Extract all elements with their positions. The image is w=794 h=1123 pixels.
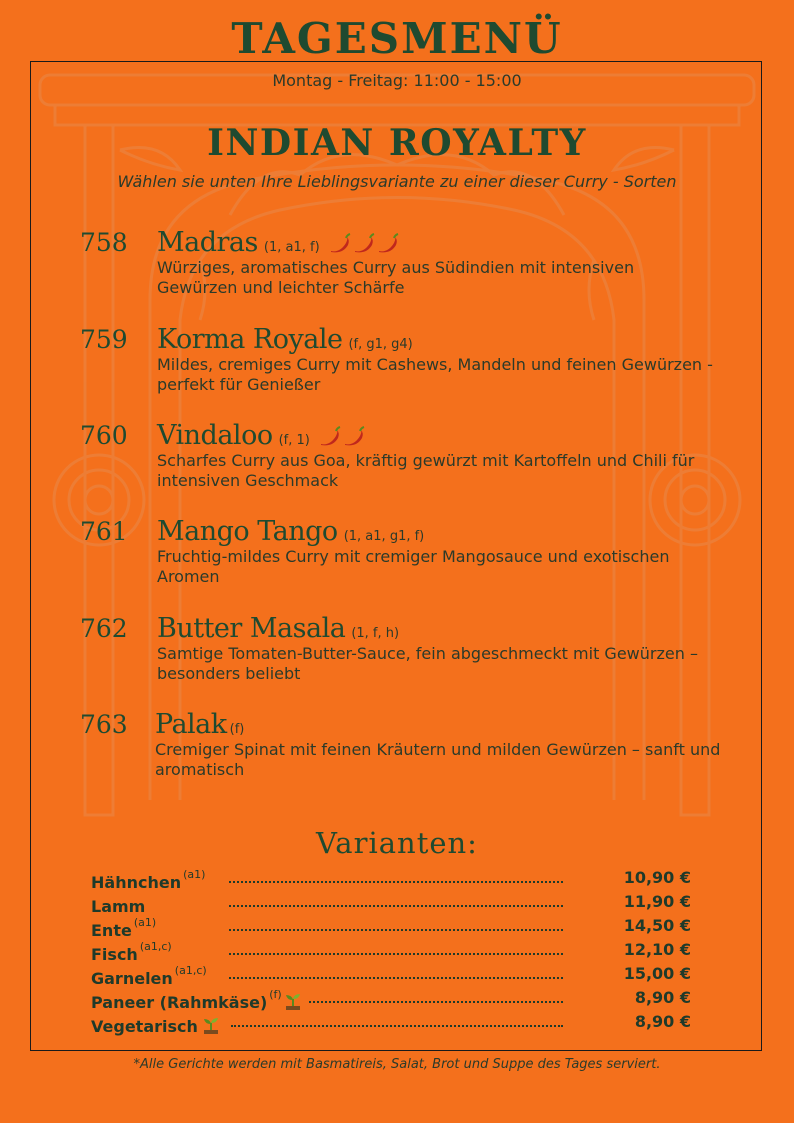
variant-row: [91, 984, 691, 1012]
page-title: TAGESMENÜ: [231, 14, 563, 63]
leader-dots: [231, 1025, 563, 1027]
item-allergens: (f): [229, 722, 245, 737]
variant-name: Garnelen: [91, 969, 173, 988]
chili-pepper-icon: [318, 426, 342, 448]
variant-name: Lamm: [91, 897, 146, 916]
item-number: 758: [80, 228, 128, 257]
item-name: Vindaloo: [157, 420, 273, 451]
item-allergens: (f, 1): [278, 433, 310, 448]
variant-name: Fisch: [91, 945, 138, 964]
variant-allergens: (a1): [183, 868, 206, 881]
chili-pepper-icon: [328, 233, 352, 255]
item-number: 760: [80, 421, 128, 450]
variant-allergens: (a1,c): [174, 964, 207, 977]
item-description: Cremiger Spinat mit feinen Kräutern und milden Gewürzen – sanft und aromatisch: [155, 740, 721, 779]
item-name: Butter Masala: [157, 613, 346, 644]
item-name: Palak: [155, 709, 227, 740]
variant-row: [91, 960, 691, 988]
footnote: *Alle Gerichte werden mit Basmatireis, Salat, Brot und Suppe des Tages serviert.: [133, 1057, 661, 1072]
variant-row: [91, 912, 691, 940]
item-number: 763: [80, 710, 128, 739]
item-description: Mildes, cremiges Curry mit Cashews, Mandeln und feinen Gewürzen - perfekt für Genießer: [157, 355, 713, 394]
item-number: 761: [80, 517, 128, 546]
variant-name: Paneer (Rahmkäse): [91, 993, 268, 1012]
chili-pepper-icon: [376, 233, 400, 255]
item-name: Madras: [157, 227, 258, 258]
leader-dots: [229, 881, 563, 883]
variant-price: 12,10 €: [623, 940, 691, 959]
variant-name: Ente: [91, 921, 132, 940]
item-number: 762: [80, 614, 128, 643]
variant-price: 8,90 €: [634, 988, 691, 1007]
variant-price: 14,50 €: [623, 916, 691, 935]
chili-pepper-icon: [342, 426, 366, 448]
variant-row: [91, 864, 691, 892]
leader-dots: [229, 905, 563, 907]
leader-dots: [309, 1001, 563, 1003]
menu-subtitle: Wählen sie unten Ihre Lieblingsvariante zu einer dieser Curry - Sorten: [117, 172, 677, 191]
item-allergens: (1, a1, f): [263, 240, 320, 255]
item-allergens: (1, a1, g1, f): [343, 529, 425, 544]
variant-name: Vegetarisch: [91, 1017, 198, 1036]
variant-price: 8,90 €: [634, 1012, 691, 1031]
item-description: Fruchtig-mildes Curry mit cremiger Mangosauce und exotischen Aromen: [157, 547, 670, 586]
leader-dots: [229, 953, 563, 955]
leader-dots: [229, 977, 563, 979]
variant-allergens: (a1): [133, 916, 157, 929]
item-description: Scharfes Curry aus Goa, kräftig gewürzt mit Kartoffeln und Chili für intensiven Geschmack: [157, 451, 695, 490]
variant-row: [91, 888, 691, 916]
variant-row: [91, 936, 691, 964]
opening-hours: Montag - Freitag: 11:00 - 15:00: [272, 71, 522, 90]
sprout-icon: [201, 1015, 221, 1039]
item-allergens: (f, g1, g4): [348, 337, 413, 352]
variant-allergens: (a1,c): [139, 940, 172, 953]
variant-name: Hähnchen: [91, 873, 182, 892]
restaurant-name: INDIAN ROYALTY: [207, 122, 587, 164]
chili-pepper-icon: [352, 233, 376, 255]
item-description: Samtige Tomaten-Butter-Sauce, fein abgeschmeckt mit Gewürzen – besonders beliebt: [157, 644, 698, 683]
item-name: Korma Royale: [157, 324, 343, 355]
variant-row: [91, 1008, 691, 1036]
variant-price: 11,90 €: [623, 892, 691, 911]
item-allergens: (1, f, h): [351, 626, 400, 641]
variant-allergens: (f): [269, 988, 282, 1001]
variants-heading: Varianten:: [316, 826, 478, 860]
item-number: 759: [80, 325, 128, 354]
variant-price: 15,00 €: [623, 964, 691, 983]
item-name: Mango Tango: [157, 516, 338, 547]
item-description: Würziges, aromatisches Curry aus Südindien mit intensiven Gewürzen und leichter Schärfe: [157, 258, 635, 297]
variant-price: 10,90 €: [623, 868, 691, 887]
leader-dots: [229, 929, 563, 931]
